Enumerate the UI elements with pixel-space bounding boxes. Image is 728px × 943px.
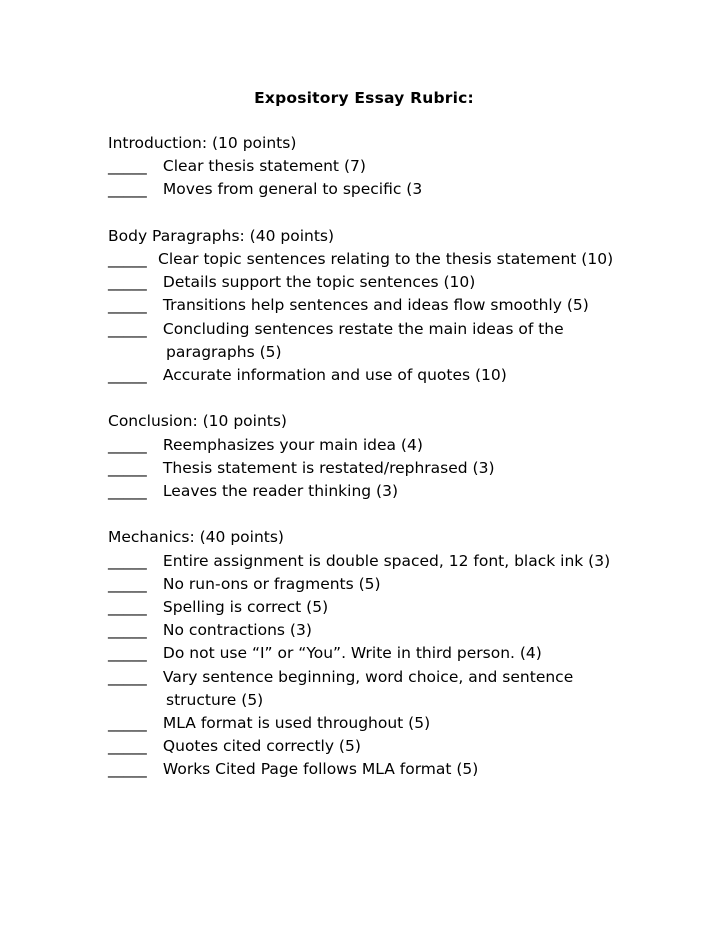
rubric-item-continuation: paragraphs (5) [166,342,282,361]
score-blank: _____ [108,482,147,501]
score-blank: _____ [108,435,147,454]
rubric-item-text: Entire assignment is double spaced, 12 font, black ink (3) [158,551,611,570]
rubric-item [108,155,708,178]
rubric-item [108,666,708,712]
rubric-item-continuation: structure (5) [166,690,264,709]
rubric-item-text: Concluding sentences restate the main ideas of the [158,319,564,338]
rubric-item [108,178,708,201]
rubric-item-text: Do not use “I” or “You”. Write in third person. (4) [158,644,542,663]
rubric-item-text: Clear topic sentences relating to the thesis statement (10) [158,250,614,268]
rubric-item [108,642,708,665]
score-blank: _____ [108,574,147,593]
section-mechanics [108,526,708,781]
rubric-item-text: Vary sentence beginning, word choice, and sentence [158,667,574,686]
score-blank: _____ [108,737,147,756]
rubric-item-text: Thesis statement is restated/rephrased (3) [158,458,495,477]
rubric-item [108,480,708,503]
score-blank: _____ [108,250,147,268]
rubric-item [108,318,708,364]
rubric-item-text: Quotes cited correctly (5) [158,737,361,756]
score-blank: _____ [108,760,147,779]
rubric-item-text: Clear thesis statement (7) [158,157,366,176]
rubric-item [108,758,708,781]
score-blank: _____ [108,157,147,176]
rubric-item [108,434,708,457]
section-conclusion [108,410,708,503]
rubric-item [108,735,708,758]
rubric-item-text: No contractions (3) [158,621,312,640]
score-blank: _____ [108,273,147,292]
rubric-item [108,550,708,573]
score-blank: _____ [108,366,147,385]
section-heading: Body Paragraphs: (40 points) [108,226,335,245]
rubric-item-text: Works Cited Page follows MLA format (5) [158,760,479,779]
rubric-item [108,619,708,642]
score-blank: _____ [108,551,147,570]
rubric-body [108,132,708,782]
score-blank: _____ [108,458,147,477]
rubric-item [108,596,708,619]
rubric-item [108,457,708,480]
page-title: Expository Essay Rubric: [254,89,474,107]
score-blank: _____ [108,598,147,617]
rubric-item-text: Leaves the reader thinking (3) [158,482,399,501]
rubric-item-text: Details support the topic sentences (10) [158,273,476,292]
rubric-item [108,248,708,271]
score-blank: _____ [108,296,147,315]
section-introduction [108,132,708,202]
rubric-item-text: Moves from general to specific (3 [158,180,423,199]
score-blank: _____ [108,714,147,733]
score-blank: _____ [108,621,147,640]
rubric-item-text: Accurate information and use of quotes (10) [158,366,507,385]
rubric-item-text: Spelling is correct (5) [158,598,329,617]
rubric-item [108,712,708,735]
score-blank: _____ [108,644,147,663]
rubric-item [108,573,708,596]
section-heading: Mechanics: (40 points) [108,528,284,547]
section-heading: Conclusion: (10 points) [108,412,287,431]
score-blank: _____ [108,319,147,338]
rubric-item [108,294,708,317]
rubric-item-text: MLA format is used throughout (5) [158,714,431,733]
rubric-item [108,271,708,294]
rubric-item [108,364,708,387]
section-body-paragraphs [108,225,708,387]
rubric-item-text: Transitions help sentences and ideas flow smoothly (5) [158,296,589,315]
rubric-item-text: No run-ons or fragments (5) [158,574,381,593]
rubric-item-text: Reemphasizes your main idea (4) [158,435,423,454]
section-heading: Introduction: (10 points) [108,134,297,152]
score-blank: _____ [108,667,147,686]
score-blank: _____ [108,180,147,199]
